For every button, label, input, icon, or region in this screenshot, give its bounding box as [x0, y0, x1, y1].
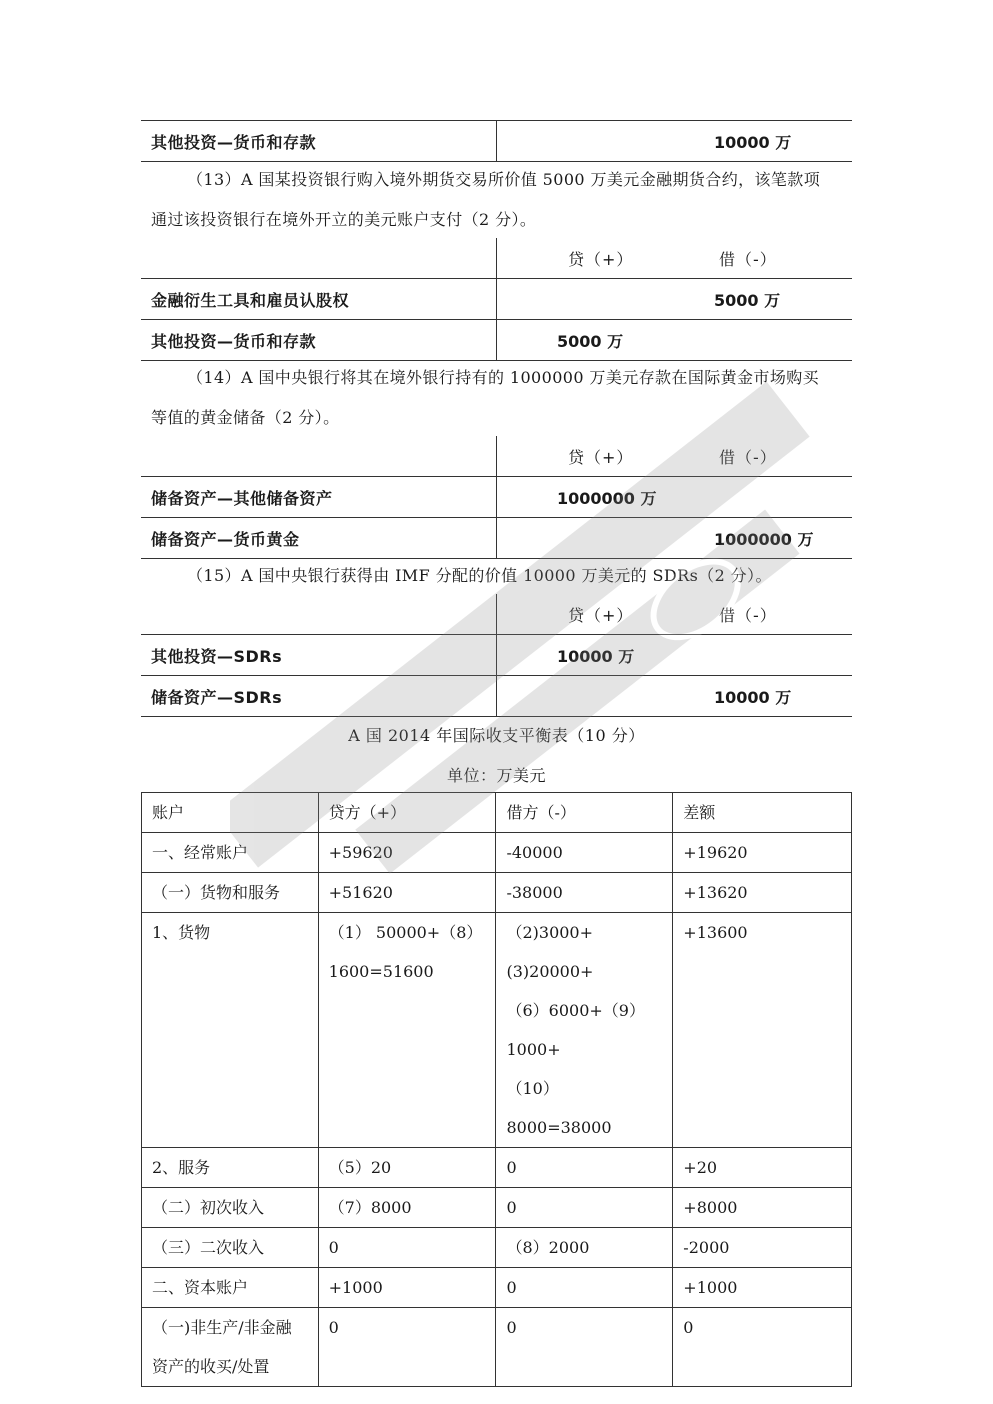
item-14-line-2: 等值的黄金储备（2 分）。 — [151, 408, 340, 427]
column-divider — [496, 238, 497, 278]
table-row — [142, 833, 852, 873]
debit-header: 借（-） — [719, 606, 777, 625]
cell-line: （6）6000+（9）1000+ — [506, 1001, 645, 1059]
cell-line: 0 — [328, 1238, 339, 1257]
cell-line: +1000 — [328, 1278, 383, 1297]
journal-header-row — [141, 594, 852, 635]
journal-entry-14 — [141, 436, 852, 559]
table-row — [142, 1148, 852, 1188]
journal-entry-15 — [141, 594, 852, 717]
cell-line: 2、服务 — [152, 1158, 211, 1177]
item-15-line-1: （15）A 国中央银行获得由 IMF 分配的价值 10000 万美元的 SDRs（2 分）。 — [187, 566, 772, 585]
item-13-line-2: 通过该投资银行在境外开立的美元账户支付（2 分）。 — [151, 210, 537, 229]
table-row — [142, 1268, 852, 1308]
account-name: 其他投资—SDRs — [151, 647, 283, 666]
account-name: 储备资产—其他储备资产 — [151, 489, 333, 508]
item-14-text — [151, 358, 851, 438]
table-cell-debit — [496, 1308, 673, 1387]
account-name: 储备资产—SDRs — [151, 688, 283, 707]
table-cell-debit — [496, 833, 673, 873]
table-row — [142, 1188, 852, 1228]
cell-line: （一)非生产/非金融 — [152, 1318, 292, 1337]
table-cell-balance — [673, 1228, 852, 1268]
cell-line: （10）8000=38000 — [506, 1079, 612, 1137]
journal-entry-top — [141, 120, 852, 162]
cell-line: 1600=51600 — [328, 962, 434, 981]
table-cell-account — [142, 1148, 319, 1188]
column-divider — [496, 436, 497, 476]
column-header: 借方（-） — [496, 793, 673, 833]
bop-title: A 国 2014 年国际收支平衡表（10 分） — [348, 726, 645, 745]
journal-row — [141, 635, 852, 676]
credit-header: 贷（+） — [568, 250, 634, 269]
debit-header: 借（-） — [719, 250, 777, 269]
table-cell-balance — [673, 1308, 852, 1387]
table-cell-credit — [318, 833, 496, 873]
table-cell-debit — [496, 913, 673, 1148]
item-13-line-1: （13）A 国某投资银行购入境外期货交易所价值 5000 万美元金融期货合约，该笔款项 — [187, 170, 821, 189]
table-row — [142, 1228, 852, 1268]
credit-header: 贷（+） — [568, 448, 634, 467]
journal-row — [141, 279, 852, 320]
journal-row — [141, 477, 852, 518]
journal-row — [141, 518, 852, 559]
cell-line: （二）初次收入 — [152, 1198, 265, 1217]
table-cell-account — [142, 833, 319, 873]
table-cell-balance — [673, 1148, 852, 1188]
cell-line: +13600 — [683, 923, 748, 942]
table-row — [142, 913, 852, 1148]
table-cell-balance — [673, 833, 852, 873]
cell-line: （8）2000 — [506, 1238, 590, 1257]
table-cell-balance — [673, 1188, 852, 1228]
table-cell-debit — [496, 1268, 673, 1308]
credit-amount: 1000000 万 — [557, 489, 657, 508]
table-cell-account — [142, 1228, 319, 1268]
cell-line: -40000 — [506, 843, 563, 862]
cell-line: （5）20 — [328, 1158, 392, 1177]
column-divider — [496, 279, 497, 319]
column-divider — [496, 518, 497, 558]
cell-line: +59620 — [328, 843, 393, 862]
cell-line: （2)3000+(3)20000+ — [506, 923, 594, 981]
bop-table-body — [142, 833, 852, 1387]
journal-header-row — [141, 436, 852, 477]
column-divider — [496, 635, 497, 675]
item-15-text — [151, 556, 851, 596]
table-cell-credit — [318, 1148, 496, 1188]
table-cell-account — [142, 873, 319, 913]
cell-line: （一）货物和服务 — [152, 883, 281, 902]
credit-amount: 5000 万 — [557, 332, 624, 351]
bop-unit: 单位：万美元 — [446, 766, 546, 785]
item-14-line-1: （14）A 国中央银行将其在境外银行持有的 1000000 万美元存款在国际黄金市场购买 — [187, 368, 820, 387]
account-name: 其他投资—货币和存款 — [151, 133, 317, 152]
table-cell-account — [142, 913, 319, 1148]
cell-line: +19620 — [683, 843, 748, 862]
column-divider — [496, 676, 497, 716]
debit-header: 借（-） — [719, 448, 777, 467]
column-header: 账户 — [142, 793, 319, 833]
cell-line: +1000 — [683, 1278, 738, 1297]
column-header: 差额 — [673, 793, 852, 833]
journal-header-row — [141, 238, 852, 279]
item-13-text — [151, 160, 851, 240]
table-cell-credit — [318, 1228, 496, 1268]
table-row — [142, 1308, 852, 1387]
table-cell-balance — [673, 873, 852, 913]
cell-line: 0 — [506, 1278, 517, 1297]
column-divider — [496, 594, 497, 634]
debit-amount: 5000 万 — [714, 291, 781, 310]
cell-line: +13620 — [683, 883, 748, 902]
table-cell-credit — [318, 1268, 496, 1308]
credit-header: 贷（+） — [568, 606, 634, 625]
account-name: 金融衍生工具和雇员认股权 — [151, 291, 350, 310]
cell-line: +8000 — [683, 1198, 738, 1217]
table-cell-debit — [496, 873, 673, 913]
cell-line: -38000 — [506, 883, 563, 902]
cell-line: 0 — [328, 1318, 339, 1337]
account-name: 其他投资—货币和存款 — [151, 332, 317, 351]
cell-line: （7）8000 — [328, 1198, 412, 1217]
table-cell-credit — [318, 873, 496, 913]
table-cell-credit — [318, 1308, 496, 1387]
table-cell-balance — [673, 1268, 852, 1308]
cell-line: 二、资本账户 — [152, 1278, 249, 1297]
table-row — [142, 873, 852, 913]
journal-entry-13 — [141, 238, 852, 361]
cell-line: 0 — [506, 1158, 517, 1177]
cell-line: （1） 50000+（8） — [328, 923, 483, 942]
cell-line: 0 — [506, 1198, 517, 1217]
table-cell-credit — [318, 1188, 496, 1228]
journal-row — [141, 676, 852, 717]
debit-amount: 1000000 万 — [714, 530, 814, 549]
cell-line: 0 — [506, 1318, 517, 1337]
cell-line: +20 — [683, 1158, 718, 1177]
table-header-row — [142, 793, 852, 833]
table-cell-debit — [496, 1228, 673, 1268]
column-divider — [496, 477, 497, 517]
table-cell-account — [142, 1268, 319, 1308]
cell-line: 0 — [683, 1318, 694, 1337]
debit-amount: 10000 万 — [714, 688, 792, 707]
debit-amount: 10000 万 — [714, 133, 792, 152]
table-cell-balance — [673, 913, 852, 1148]
credit-amount: 10000 万 — [557, 647, 635, 666]
table-cell-debit — [496, 1188, 673, 1228]
table-cell-debit — [496, 1148, 673, 1188]
column-divider — [496, 121, 497, 161]
cell-line: 1、货物 — [152, 923, 211, 942]
cell-line: 一、经常账户 — [152, 843, 249, 862]
column-header: 贷方（+） — [318, 793, 496, 833]
journal-row — [141, 120, 852, 162]
cell-line: +51620 — [328, 883, 393, 902]
column-divider — [496, 320, 497, 360]
cell-line: -2000 — [683, 1238, 730, 1257]
table-cell-credit — [318, 913, 496, 1148]
journal-row — [141, 320, 852, 361]
cell-line: （三）二次收入 — [152, 1238, 265, 1257]
account-name: 储备资产—货币黄金 — [151, 530, 300, 549]
table-cell-account — [142, 1188, 319, 1228]
table-cell-account — [142, 1308, 319, 1387]
cell-line: 资产的收买/处置 — [152, 1357, 270, 1376]
bop-table — [141, 792, 852, 1387]
